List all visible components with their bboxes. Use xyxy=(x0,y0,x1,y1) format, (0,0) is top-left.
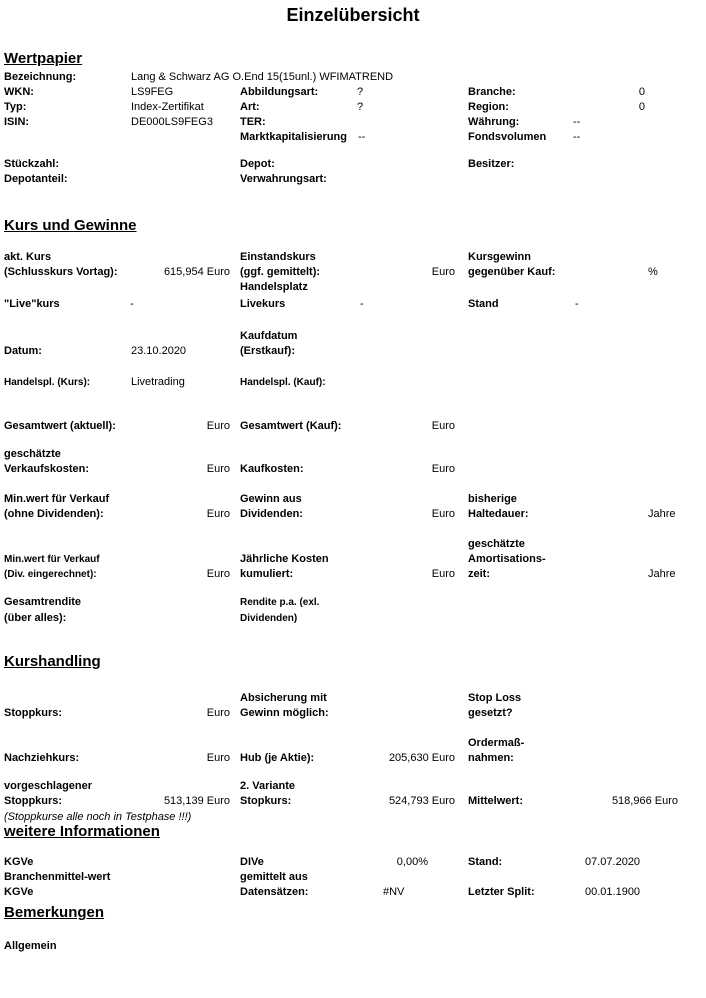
region-label: Region: xyxy=(468,101,509,113)
variante2-label-line2: Stopkurs: xyxy=(240,795,292,807)
dive-label: DIVe xyxy=(240,856,264,868)
datensaetze-label-line1: gemittelt aus xyxy=(240,871,308,883)
bemerkungen-heading: Bemerkungen xyxy=(4,904,105,921)
haltedauer-label-line2: Haltedauer: xyxy=(468,508,529,520)
jaehrliche-kosten-label-line1: Jährliche Kosten xyxy=(240,553,329,565)
kursgewinn-label-line1: Kursgewinn xyxy=(468,251,531,263)
letzter-split-value: 00.01.1900 xyxy=(585,886,641,898)
kurs-und-gewinne-heading: Kurs und Gewinne xyxy=(4,217,137,234)
livekurs-mitte-value: - xyxy=(360,298,364,310)
besitzer-label: Besitzer: xyxy=(468,158,515,170)
minwert-div-label-line1: Min.wert für Verkauf xyxy=(4,554,100,565)
gesamtrendite-label-line1: Gesamtrendite xyxy=(4,596,82,608)
typ-value: Index-Zertifikat xyxy=(131,101,204,113)
amortisation-unit: Jahre xyxy=(648,568,676,580)
amortisation-label-line3: zeit: xyxy=(468,568,490,580)
isin-value: DE000LS9FEG3 xyxy=(131,116,213,128)
weitere-informationen-heading: weitere Informationen xyxy=(4,823,160,840)
handelspl-kurs-value: Livetrading xyxy=(131,376,185,388)
livekurs-links-value: - xyxy=(130,298,134,310)
gesamtwert-kauf-label: Gesamtwert (Kauf): xyxy=(240,420,342,432)
ordermassnahmen-label-line2: nahmen: xyxy=(468,752,514,764)
ter-label: TER: xyxy=(240,116,266,128)
depotanteil-label: Depotanteil: xyxy=(4,173,68,185)
bezeichnung-value: Lang & Schwarz AG O.End 15(15unl.) WFIMATREND xyxy=(131,71,394,83)
kaufkosten-value: Euro xyxy=(431,463,455,475)
branche-value: 0 xyxy=(638,86,645,98)
branchenmittel-label-line1: Branchenmittel-wert xyxy=(4,871,111,883)
allgemein-label: Allgemein xyxy=(4,940,57,952)
wkn-value: LS9FEG xyxy=(131,86,174,98)
absicherung-label-line1: Absicherung mit xyxy=(240,692,327,704)
minwert-ohne-div-label-line2: (ohne Dividenden): xyxy=(4,508,104,520)
stand-datum-value: 07.07.2020 xyxy=(585,856,641,868)
akt-kurs-value: 615,954 Euro xyxy=(163,266,230,278)
marktkapitalisierung-label: Marktkapitalisierung xyxy=(240,131,347,143)
minwert-div-label-line2: (Div. eingerechnet): xyxy=(4,569,97,580)
absicherung-label-line2: Gewinn möglich: xyxy=(240,707,329,719)
region-value: 0 xyxy=(638,101,645,113)
livekurs-mitte-label: Livekurs xyxy=(240,298,286,310)
branchenmittel-label-line2: KGVe xyxy=(4,886,34,898)
kurshandling-heading: Kurshandling xyxy=(4,653,101,670)
akt-kurs-label-line2: (Schlusskurs Vortag): xyxy=(4,266,118,278)
gesamtwert-aktuell-label: Gesamtwert (aktuell): xyxy=(4,420,116,432)
nachziehkurs-value: Euro xyxy=(206,752,230,764)
bezeichnung-label: Bezeichnung: xyxy=(4,71,77,83)
einstandskurs-label-line2: (ggf. gemittelt): xyxy=(240,266,321,278)
stoppkurs-label: Stoppkurs: xyxy=(4,707,63,719)
datum-value: 23.10.2020 xyxy=(131,345,187,357)
hub-label: Hub (je Aktie): xyxy=(240,752,315,764)
wertpapier-heading: Wertpapier xyxy=(4,50,83,67)
minwert-ohne-div-label-line1: Min.wert für Verkauf xyxy=(4,493,110,505)
livekurs-links-label: "Live"kurs xyxy=(4,298,60,310)
nachziehkurs-label: Nachziehkurs: xyxy=(4,752,80,764)
kaufkosten-label: Kaufkosten: xyxy=(240,463,304,475)
verkaufskosten-value: Euro xyxy=(206,463,230,475)
gewinn-dividenden-label-line2: Dividenden: xyxy=(240,508,303,520)
stueckzahl-label: Stückzahl: xyxy=(4,158,60,170)
waehrung-label: Währung: xyxy=(468,116,520,128)
fondsvolumen-value: -- xyxy=(573,131,581,143)
waehrung-value: -- xyxy=(573,116,581,128)
amortisation-label-line2: Amortisations- xyxy=(468,553,546,565)
hub-value: 205,630 Euro xyxy=(388,752,455,764)
vorgeschlagener-stoppkurs-label-line1: vorgeschlagener xyxy=(4,780,93,792)
variante2-label-line1: 2. Variante xyxy=(240,780,296,792)
rendite-pa-label-line2: Dividenden) xyxy=(240,613,298,624)
verkaufskosten-label-line1: geschätzte xyxy=(4,448,61,460)
branche-label: Branche: xyxy=(468,86,516,98)
akt-kurs-label-line1: akt. Kurs xyxy=(4,251,52,263)
stop-loss-label-line1: Stop Loss xyxy=(468,692,522,704)
kgve-label: KGVe xyxy=(4,856,34,868)
haltedauer-label-line1: bisherige xyxy=(468,493,517,505)
kaufdatum-label-line2: (Erstkauf): xyxy=(240,345,296,357)
stoppkurs-value: Euro xyxy=(206,707,230,719)
stand-label: Stand xyxy=(468,298,499,310)
einstandskurs-label-line1: Einstandskurs xyxy=(240,251,316,263)
wkn-label: WKN: xyxy=(4,86,34,98)
gewinn-dividenden-label-line1: Gewinn aus xyxy=(240,493,302,505)
stand-datum-label: Stand: xyxy=(468,856,503,868)
gewinn-dividenden-value: Euro xyxy=(431,508,455,520)
jaehrliche-kosten-label-line2: kumuliert: xyxy=(240,568,294,580)
handelspl-kauf-label: Handelspl. (Kauf): xyxy=(240,377,326,388)
gesamtrendite-label-line2: (über alles): xyxy=(4,612,67,624)
minwert-ohne-div-value: Euro xyxy=(206,508,230,520)
marktkapitalisierung-value: -- xyxy=(358,131,366,143)
fondsvolumen-label: Fondsvolumen xyxy=(468,131,547,143)
page-title: Einzelübersicht xyxy=(286,5,420,25)
gesamtwert-kauf-value: Euro xyxy=(431,420,455,432)
mittelwert-value: 518,966 Euro xyxy=(611,795,678,807)
verwahrungsart-label: Verwahrungsart: xyxy=(240,173,327,185)
art-label: Art: xyxy=(240,101,260,113)
art-value: ? xyxy=(357,101,364,113)
datensaetze-value: #NV xyxy=(383,886,405,898)
kaufdatum-label-line1: Kaufdatum xyxy=(240,330,298,342)
gesamtwert-aktuell-value: Euro xyxy=(206,420,230,432)
testphase-note: (Stoppkurse alle noch in Testphase !!!) xyxy=(4,811,192,823)
haltedauer-unit: Jahre xyxy=(648,508,676,520)
vorgeschlagener-stoppkurs-value: 513,139 Euro xyxy=(163,795,230,807)
minwert-div-value: Euro xyxy=(206,568,230,580)
abbildungsart-label: Abbildungsart: xyxy=(240,86,319,98)
abbildungsart-value: ? xyxy=(357,86,364,98)
verkaufskosten-label-line2: Verkaufskosten: xyxy=(4,463,89,475)
variante2-value: 524,793 Euro xyxy=(388,795,455,807)
rendite-pa-label-line1: Rendite p.a. (exl. xyxy=(240,597,320,608)
jaehrliche-kosten-value: Euro xyxy=(431,568,455,580)
stop-loss-label-line2: gesetzt? xyxy=(468,707,513,719)
amortisation-label-line1: geschätzte xyxy=(468,538,525,550)
kursgewinn-unit: % xyxy=(648,266,658,278)
ordermassnahmen-label-line1: Ordermaß- xyxy=(468,737,525,749)
isin-label: ISIN: xyxy=(4,116,30,128)
handelsplatz-label: Handelsplatz xyxy=(240,281,308,293)
handelspl-kurs-label: Handelspl. (Kurs): xyxy=(4,377,91,388)
vorgeschlagener-stoppkurs-label-line2: Stoppkurs: xyxy=(4,795,63,807)
kursgewinn-label-line2: gegenüber Kauf: xyxy=(468,266,556,278)
stand-value: - xyxy=(575,298,579,310)
datensaetze-label-line2: Datensätzen: xyxy=(240,886,309,898)
typ-label: Typ: xyxy=(4,101,27,113)
datum-label: Datum: xyxy=(4,345,42,357)
depot-label: Depot: xyxy=(240,158,275,170)
letzter-split-label: Letzter Split: xyxy=(468,886,535,898)
einstandskurs-value: Euro xyxy=(431,266,455,278)
dive-value: 0,00% xyxy=(396,856,428,868)
mittelwert-label: Mittelwert: xyxy=(468,795,523,807)
